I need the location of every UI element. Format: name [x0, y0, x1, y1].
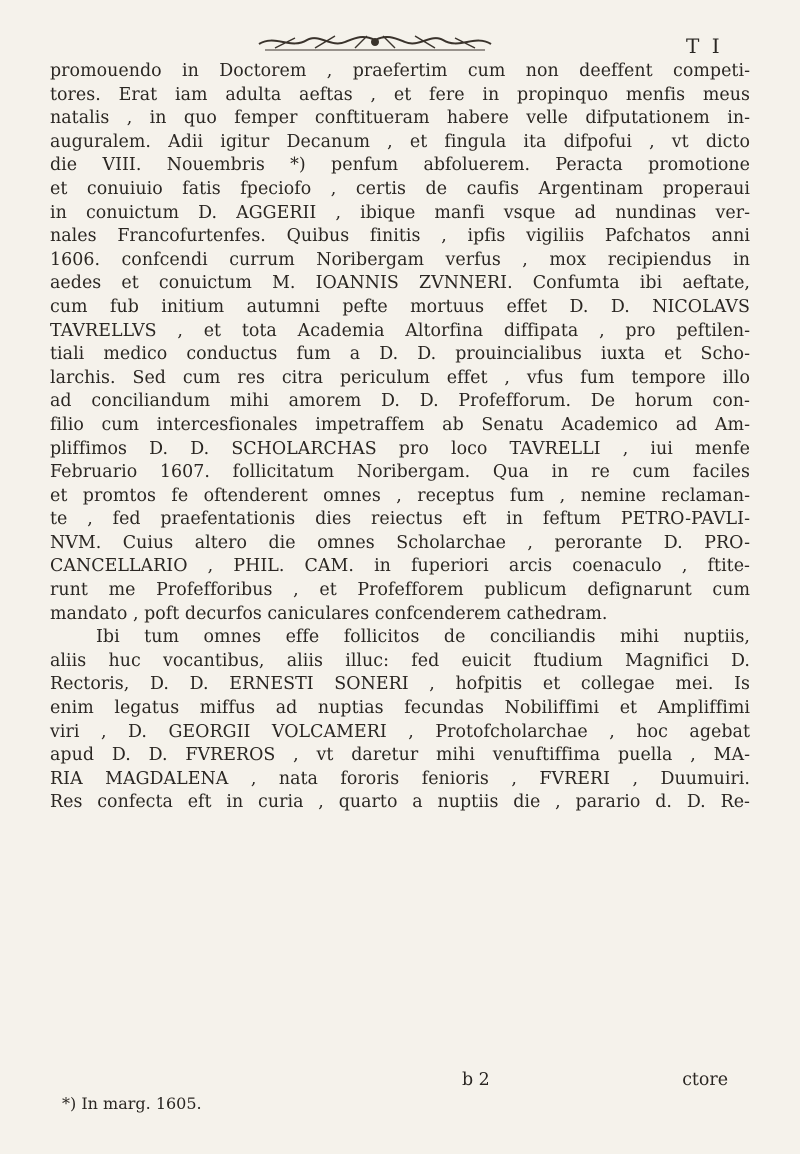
text-line: filio cum intercesfionales impetraffem ab Senatu Academico ad Am-: [50, 414, 750, 435]
signature-mark: b 2: [462, 1070, 490, 1090]
text-line: 1606. confcendi currum Noribergam verfus , mox recipiendus in: [50, 249, 750, 270]
text-line: TAVRELLVS , et tota Academia Altorfina diffipata , pro peftilen-: [50, 320, 750, 341]
text-line: mandato , poft decurfos caniculares confcenderem cathedram.: [50, 603, 608, 624]
text-line: NVM. Cuius altero die omnes Scholarchae , perorante D. PRO-: [50, 532, 750, 553]
text-line: nales Francofurtenfes. Quibus finitis , ipfis vigiliis Pafchatos anni: [50, 226, 750, 247]
paragraph-2: [50, 626, 750, 815]
text-line: Februario 1607. follicitatum Noribergam. Qua in re cum faciles: [50, 462, 750, 483]
text-line: ad conciliandum mihi amorem D. D. Profefforum. De horum con-: [50, 391, 750, 412]
text-line: apud D. D. FVREROS , vt daretur mihi venuftiffima puella , MA-: [50, 745, 750, 766]
text-line: larchis. Sed cum res citra periculum effet , vfus fum tempore illo: [50, 367, 750, 388]
ornament-icon: [255, 30, 495, 54]
text-line: tores. Erat iam adulta aeftas , et fere in propinquo menfis meus: [50, 84, 750, 105]
text-line: viri , D. GEORGII VOLCAMERI , Protofcholarchae , hoc agebat: [50, 721, 750, 742]
text-line: auguralem. Adii igitur Decanum , et fingula ita difpofui , vt dicto: [50, 131, 750, 152]
headpiece-ornament: [255, 30, 495, 54]
text-line: pliffimos D. D. SCHOLARCHAS pro loco TAVRELLI , iui menfe: [50, 438, 750, 459]
text-line: die VIII. Nouembris *) penfum abfoluerem. Peracta promotione: [50, 155, 750, 176]
text-line: Res confecta eft in curia , quarto a nuptiis die , parario d. D. Re-: [50, 792, 750, 813]
page-number: T I: [686, 34, 723, 58]
text-line: RIA MAGDALENA , nata fororis fenioris , FVRERI , Duumuiri.: [50, 768, 750, 789]
text-line: et promtos fe oftenderent omnes , receptus fum , nemine reclaman-: [50, 485, 750, 506]
text-line: te , fed praefentationis dies reiectus eft in feftum PETRO-PAVLI-: [50, 509, 750, 530]
text-line: Rectoris, D. D. ERNESTI SONERI , hofpitis et collegae mei. Is: [50, 674, 750, 695]
text-line: CANCELLARIO , PHIL. CAM. in fuperiori arcis coenaculo , ftite-: [50, 556, 750, 577]
main-text: [50, 60, 750, 815]
text-line: tiali medico conductus fum a D. D. prouincialibus iuxta et Scho-: [50, 344, 750, 365]
text-line: runt me Profefforibus , et Profefforem publicum defignarunt cum: [50, 580, 750, 601]
catchword: ctore: [682, 1070, 728, 1090]
text-line: natalis , in quo femper conftitueram habere velle difputationem in-: [50, 108, 750, 129]
footnote: *) In marg. 1605.: [62, 1094, 202, 1113]
text-line: cum fub initium autumni pefte mortuus effet D. D. NICOLAVS: [50, 296, 750, 317]
text-line: promouendo in Doctorem , praefertim cum non deeffent competi-: [50, 61, 750, 81]
text-line: aliis huc vocantibus, aliis illuc: fed euicit ftudium Magnifici D.: [50, 650, 750, 671]
text-line: aedes et conuictum M. IOANNIS ZVNNERI. Confumta ibi aeftate,: [50, 273, 750, 294]
page-footer: [50, 1070, 750, 1094]
paragraph-1: [50, 60, 750, 626]
text-line: enim legatus miffus ad nuptias fecundas Nobiliffimi et Ampliffimi: [50, 698, 750, 719]
text-line: et conuiuio fatis fpeciofo , certis de caufis Argentinam properaui: [50, 178, 750, 199]
text-line: in conuictum D. AGGERII , ibique manfi vsque ad nundinas ver-: [50, 202, 750, 223]
text-line: Ibi tum omnes effe follicitos de conciliandis mihi nuptiis,: [96, 627, 750, 648]
